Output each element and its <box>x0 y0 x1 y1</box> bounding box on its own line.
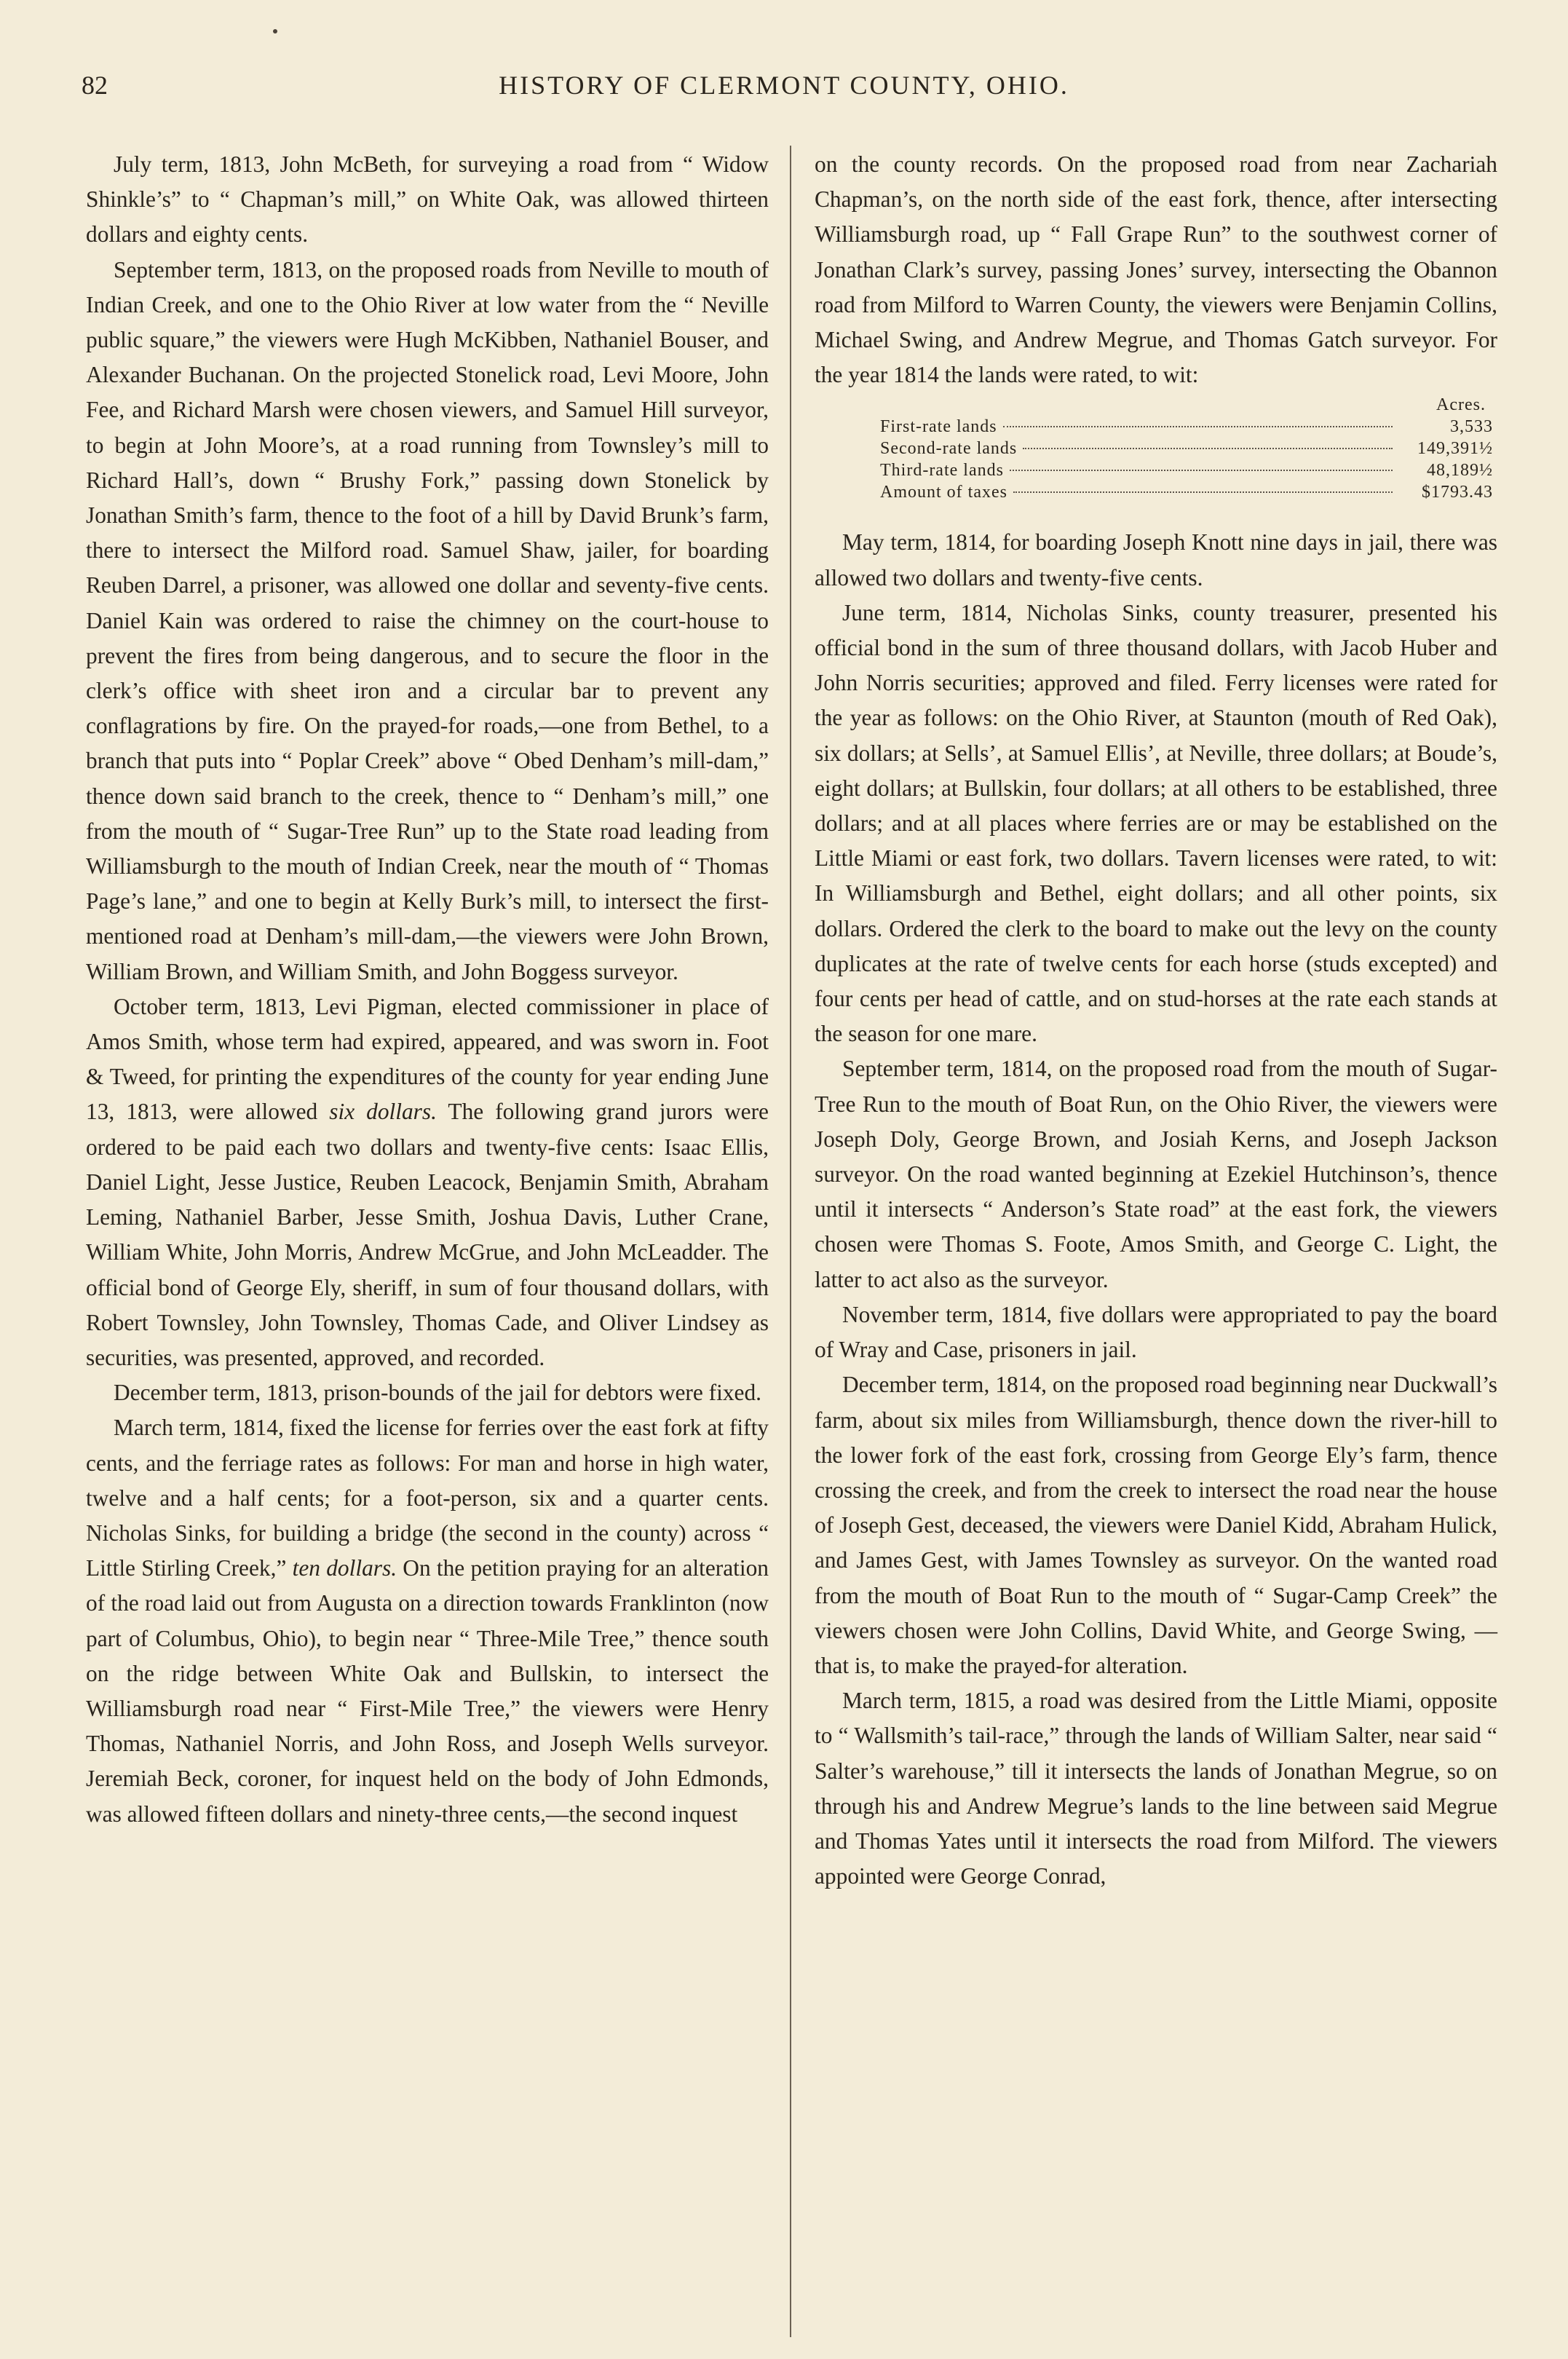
paragraph <box>86 1410 769 1831</box>
paragraph: June term, 1814, Nicholas Sinks, county treasurer, presented his official bond in the sum of three thousand dollars, with Jacob Huber and John Norris securities; approved and filed. Ferry licenses were rated for the year as follows: on the Ohio River, at Staunton (mouth of Red Oak), six dollars; at Sells’, at Samuel Ellis’, at Neville, three dollars; at Boude’s, eight dollars; at Bullskin, four dollars; at all others to be established, three dollars; and at all places where ferries are or may be established on the Little Miami or east fork, two dollars. Tavern licenses were rated, to wit: In Williamsburgh and Bethel, eight dollars; and all other points, six dollars. Ordered the clerk to the board to make out the levy on the county duplicates at the rate of twelve cents for each horse (studs excepted) and four cents per head of cattle, and on stud-horses at the rate each stands at the season for one mare. <box>815 599 1497 1047</box>
text-run: October term, 1813, Levi Pigman, elected commissioner in place of Amos Smith, whose term had expired, appeared, and was sworn in. Foot & Tweed, for printing the expenditures of the county for year ending June 13, 1813, were allowed <box>86 993 769 1125</box>
table-row <box>880 438 1493 459</box>
page-header <box>82 70 1486 114</box>
dot-leader <box>1013 491 1393 493</box>
row-value: $1793.43 <box>1422 483 1493 502</box>
column-rule <box>790 146 791 2337</box>
table-row <box>880 459 1493 481</box>
paragraph: November term, 1814, five dollars were appropriated to pay the board of Wray and Case, prisoners in jail. <box>815 1301 1497 1363</box>
page-number: 82 <box>82 71 108 100</box>
table-row <box>880 481 1493 503</box>
row-value: 149,391½ <box>1417 439 1493 459</box>
text-run: On the petition praying for an alteration of the road laid out from Augusta on a direction towards Franklinton (now part of Columbus, Ohio), to begin near “ Three-Mile Tree,” thence south on the ridge between White Oak and Bullskin, to intersect the Williamsburgh road near “ First-Mile Tree,” the viewers were Henry Thomas, Nathaniel Norris, and John Ross, and Joseph Wells surveyor. Jeremiah Beck, coroner, for inquest held on the body of John Edmonds, was allowed fifteen dollars and ninety-three cents,—the second inquest <box>86 1555 769 1827</box>
paragraph: May term, 1814, for boarding Joseph Knott nine days in jail, there was allowed two dollars and twenty-five cents. <box>815 529 1497 590</box>
text-run: March term, 1814, fixed the license for ferries over the east fork at fifty cents, and the ferriage rates as follows: For man and horse in high water, twelve and a half cents; for a foot-person, six and a quarter cents. Nicholas Sinks, for building a bridge (the second in the county) across “ Little Stirling Creek,” <box>86 1415 769 1581</box>
row-label: Second-rate lands <box>880 439 1018 459</box>
running-head: HISTORY OF CLERMONT COUNTY, OHIO. <box>499 71 1069 100</box>
paragraph: September term, 1813, on the proposed roads from Neville to mouth of Indian Creek, and one to the Ohio River at low water from the “ Neville public square,” the viewers were Hugh McKibben, Nathaniel Bouser, and Alexander Buchanan. On the projected Stonelick road, Levi Moore, John Fee, and Richard Marsh were chosen viewers, and Samuel Hill surveyor, to begin at John Moore’s, at a road running from Townsley’s mill to Richard Hall’s, down “ Brushy Fork,” passing down Stonelick by Jonathan Smith’s farm, thence to the foot of a hill by David Brunk’s farm, there to intersect the Milford road. Samuel Shaw, jailer, for boarding Reuben Darrel, a prisoner, was allowed one dollar and seventy-five cents. Daniel Kain was ordered to raise the chimney on the court-house to prevent the fires from being dangerous, and to secure the floor in the clerk’s office with sheet iron and a circular bar to prevent any conflagrations by fire. On the prayed-for roads,—one from Bethel, to a branch that puts into “ Poplar Creek” above “ Obed Denham’s mill-dam,” thence down said branch to the creek, thence to “ Denham’s mill,” one from the mouth of “ Sugar-Tree Run” up to the State road leading from Williamsburgh to the mouth of Indian Creek, near the mouth of “ Thomas Page’s lane,” and one to begin at Kelly Burk’s mill, to intersect the first-mentioned road at Denham’s mill-dam,—the viewers were John Brown, William Brown, and William Smith, and John Boggess surveyor. <box>86 256 769 984</box>
paragraph: December term, 1814, on the proposed road beginning near Duckwall’s farm, about six miles from Williamsburgh, thence down the river-hill to the lower fork of the east fork, crossing from George Ely’s farm, thence crossing the creek, and from the creek to intersect the road near the house of Joseph Gest, deceased, the viewers were Daniel Kidd, Abraham Hulick, and James Gest, with James Townsley as surveyor. On the wanted road from the mouth of Boat Run to the mouth of “ Sugar-Camp Creek” the viewers chosen were John Collins, David White, and George Swing, —that is, to make the prayed-for alteration. <box>815 1372 1497 1678</box>
paragraph: December term, 1813, prison-bounds of the jail for debtors were fixed. <box>114 1380 762 1406</box>
italic-text: ten dollars. <box>292 1555 397 1581</box>
table-row <box>880 416 1493 438</box>
paragraph: July term, 1813, John McBeth, for surveying a road from “ Widow Shinkle’s” to “ Chapman’s mill,” on White Oak, was allowed thirteen dollars and eighty cents. <box>86 151 769 248</box>
text-run: The following grand jurors were ordered to be paid each two dollars and twenty-five cents: Isaac Ellis, Daniel Light, Jesse Justice, Reuben Leacock, Benjamin Smith, Abraham Leming, Nathaniel Barber, Jesse Smith, Joshua Davis, Luther Crane, William White, John Morris, Andrew McGrue, and John McLeadder. The official bond of George Ely, sheriff, in sum of four thousand dollars, with Robert Townsley, John Townsley, Thomas Cade, and Oliver Lindsey as securities, was presented, approved, and recorded. <box>86 1099 769 1370</box>
right-column <box>815 147 1497 1894</box>
land-rating-table <box>880 394 1493 503</box>
left-column <box>86 147 769 1832</box>
table-unit-header: Acres. <box>1436 395 1486 415</box>
paragraph: on the county records. On the proposed road from near Zachariah Chapman’s, on the north side of the east fork, thence, after intersecting Williamsburgh road, up “ Fall Grape Run” to the southwest corner of Jonathan Clark’s survey, passing Jones’ survey, intersecting the Obannon road from Milford to Warren County, the viewers were Benjamin Collins, Michael Swing, and Andrew Megrue, and Thomas Gatch surveyor. For the year 1814 the lands were rated, to wit: <box>815 151 1497 388</box>
row-value: 48,189½ <box>1427 461 1493 481</box>
paragraph <box>86 989 769 1375</box>
row-label: Amount of taxes <box>880 483 1007 502</box>
paragraph: September term, 1814, on the proposed road from the mouth of Sugar-Tree Run to the mouth of Boat Run, on the Ohio River, the viewers were Joseph Doly, George Brown, and Josiah Kerns, and Joseph Jackson surveyor. On the road wanted beginning at Ezekiel Hutchinson’s, thence until it intersects “ Anderson’s State road” at the east fork, the viewers chosen were Thomas S. Foote, Amos Smith, and George C. Light, the latter to act also as the surveyor. <box>815 1056 1497 1292</box>
dot-leader <box>1010 470 1393 471</box>
dot-leader <box>1003 426 1393 427</box>
dot-leader <box>1023 448 1393 449</box>
row-label: First-rate lands <box>880 417 997 437</box>
italic-text: six dollars. <box>329 1099 437 1125</box>
paragraph: March term, 1815, a road was desired from the Little Miami, opposite to “ Wallsmith’s tail-race,” through the lands of William Salter, near said “ Salter’s warehouse,” till it intersects the lands of Jonathan Megrue, so on through his and Andrew Megrue’s lands to the line between said Megrue and Thomas Yates until it intersects the road from Milford. The viewers appointed were George Conrad, <box>815 1688 1497 1889</box>
row-label: Third-rate lands <box>880 461 1004 481</box>
row-value: 3,533 <box>1450 417 1493 437</box>
ink-speck <box>273 29 277 33</box>
